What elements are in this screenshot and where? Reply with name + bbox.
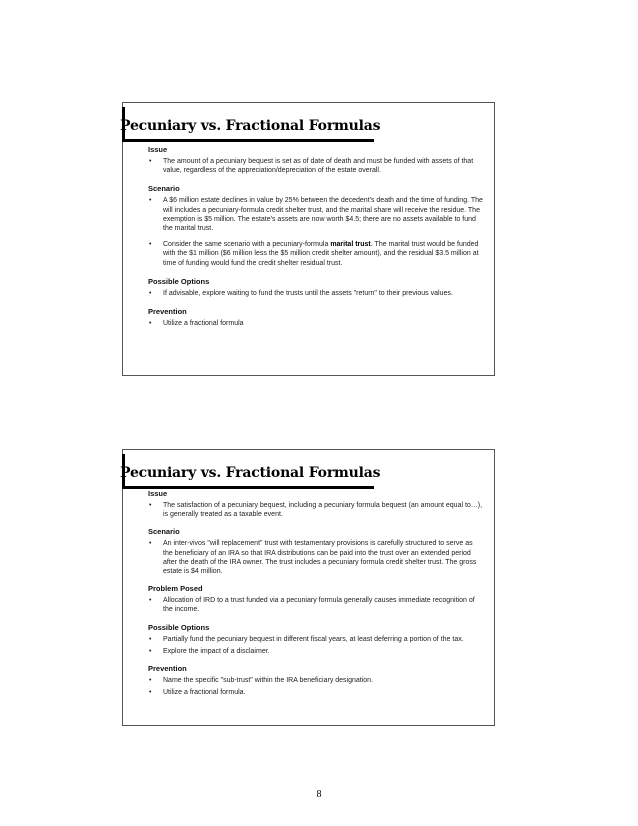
bullet-text: An inter-vivos "will replacement" trust with testamentary provisions is carefully structured to serve as the beneficiary of an IRA so that IRA distributions can be paid into the trust over an extended period after the death of the IRA owner. The trust includes a pecuniary formula credit shelter trust. The gross estate is $4 million. <box>163 540 477 576</box>
bullet-dot: • <box>149 635 152 643</box>
bullet-text: A $6 million estate declines in value by 25% between the decedent's death and the time of funding. The will includes a pecuniary-formula credit shelter trust, and the marital share will receive the residue. The exemption is $5 million. The estate's assets are now worth $4.5; there are no assets available to fund the marital trust. <box>163 197 483 233</box>
bullet-list <box>148 596 484 614</box>
bullet-item <box>148 676 484 685</box>
bullet-text: Utilize a fractional formula <box>163 320 244 328</box>
bullet-item <box>148 647 484 656</box>
bullet-text: Allocation of IRD to a trust funded via a pecuniary formula generally causes immediate recognition of the income. <box>163 597 475 614</box>
bullet-text: If advisable, explore waiting to fund the trusts until the assets "return" to their previous values. <box>163 289 453 297</box>
bullet-text: Utilize a fractional formula. <box>163 689 246 697</box>
bullet-dot: • <box>149 597 152 605</box>
bullet-list <box>148 501 484 519</box>
section-heading: Issue <box>148 145 168 154</box>
bullet-item <box>148 539 484 576</box>
bullet-list <box>148 289 484 298</box>
page-number: 8 <box>316 789 322 800</box>
slide-title-underline <box>122 139 374 142</box>
section-heading: Possible Options <box>148 276 210 286</box>
bullet-item <box>148 319 484 328</box>
bullet-text: The satisfaction of a pecuniary bequest, including a pecuniary formula bequest (an amount equal to…), is generally treated as a taxable event. <box>163 502 483 519</box>
slide-section <box>148 623 484 656</box>
bullet-list <box>148 635 484 656</box>
bullet-dot: • <box>149 158 152 165</box>
bullet-dot: • <box>149 320 152 328</box>
slide-section <box>148 184 484 267</box>
bullet-list <box>148 676 484 697</box>
slide-2 <box>122 449 495 726</box>
slide-section <box>148 277 484 298</box>
bullet-text: Partially fund the pecuniary bequest in different fiscal years, at least deferring a portion of the tax. <box>163 635 464 643</box>
bullet-list <box>148 539 484 576</box>
bullet-dot: • <box>149 689 152 697</box>
slide-section <box>148 145 484 175</box>
slide-section <box>148 584 484 614</box>
bullet-emphasis: marital trust <box>330 241 371 249</box>
bullet-item <box>148 240 484 268</box>
bullet-item <box>148 501 484 519</box>
slide-section <box>148 664 484 697</box>
bullet-list <box>148 319 484 328</box>
bullet-dot: • <box>149 540 152 548</box>
bullet-text: . The marital trust would be funded with the $1 million ($6 million less the $5 million credit shelter amount), and the residual $3.5 million at time of funding would fund the credit shelter residual trust. <box>163 241 479 267</box>
slide-section <box>148 527 484 576</box>
bullet-dot: • <box>149 677 152 685</box>
slide-section <box>148 489 484 519</box>
bullet-item <box>148 157 484 175</box>
bullet-text: The amount of a pecuniary bequest is set as of date of death and must be funded with assets of that value, regardless of the appreciation/depreciation of the estate overall. <box>163 158 474 175</box>
bullet-dot: • <box>149 197 152 205</box>
slide-section <box>148 307 484 328</box>
section-heading: Prevention <box>148 307 187 317</box>
bullet-item <box>148 596 484 614</box>
bullet-text: Name the specific "sub-trust" within the IRA beneficiary designation. <box>163 677 374 685</box>
slide-1 <box>122 102 495 376</box>
slide-body <box>148 145 484 337</box>
bullet-item <box>148 289 484 298</box>
slide-title: Pecuniary vs. Fractional Formulas <box>120 118 381 134</box>
bullet-item <box>148 688 484 697</box>
slide-title: Pecuniary vs. Fractional Formulas <box>120 465 381 481</box>
bullet-text: Consider the same scenario with a pecuniary-formula <box>163 241 331 249</box>
bullet-dot: • <box>149 502 152 509</box>
section-heading: Scenario <box>148 527 180 537</box>
section-heading: Issue <box>148 489 168 498</box>
section-heading: Prevention <box>148 664 187 674</box>
bullet-item <box>148 196 484 233</box>
section-heading: Scenario <box>148 184 180 194</box>
slide-body <box>148 489 484 705</box>
bullet-list <box>148 196 484 267</box>
bullet-text: Explore the impact of a disclaimer. <box>163 647 270 655</box>
bullet-dot: • <box>149 241 152 249</box>
section-heading: Problem Posed <box>148 584 203 594</box>
bullet-list <box>148 157 484 175</box>
bullet-dot: • <box>149 289 152 297</box>
section-heading: Possible Options <box>148 622 210 632</box>
bullet-dot: • <box>149 647 152 655</box>
bullet-item <box>148 635 484 644</box>
